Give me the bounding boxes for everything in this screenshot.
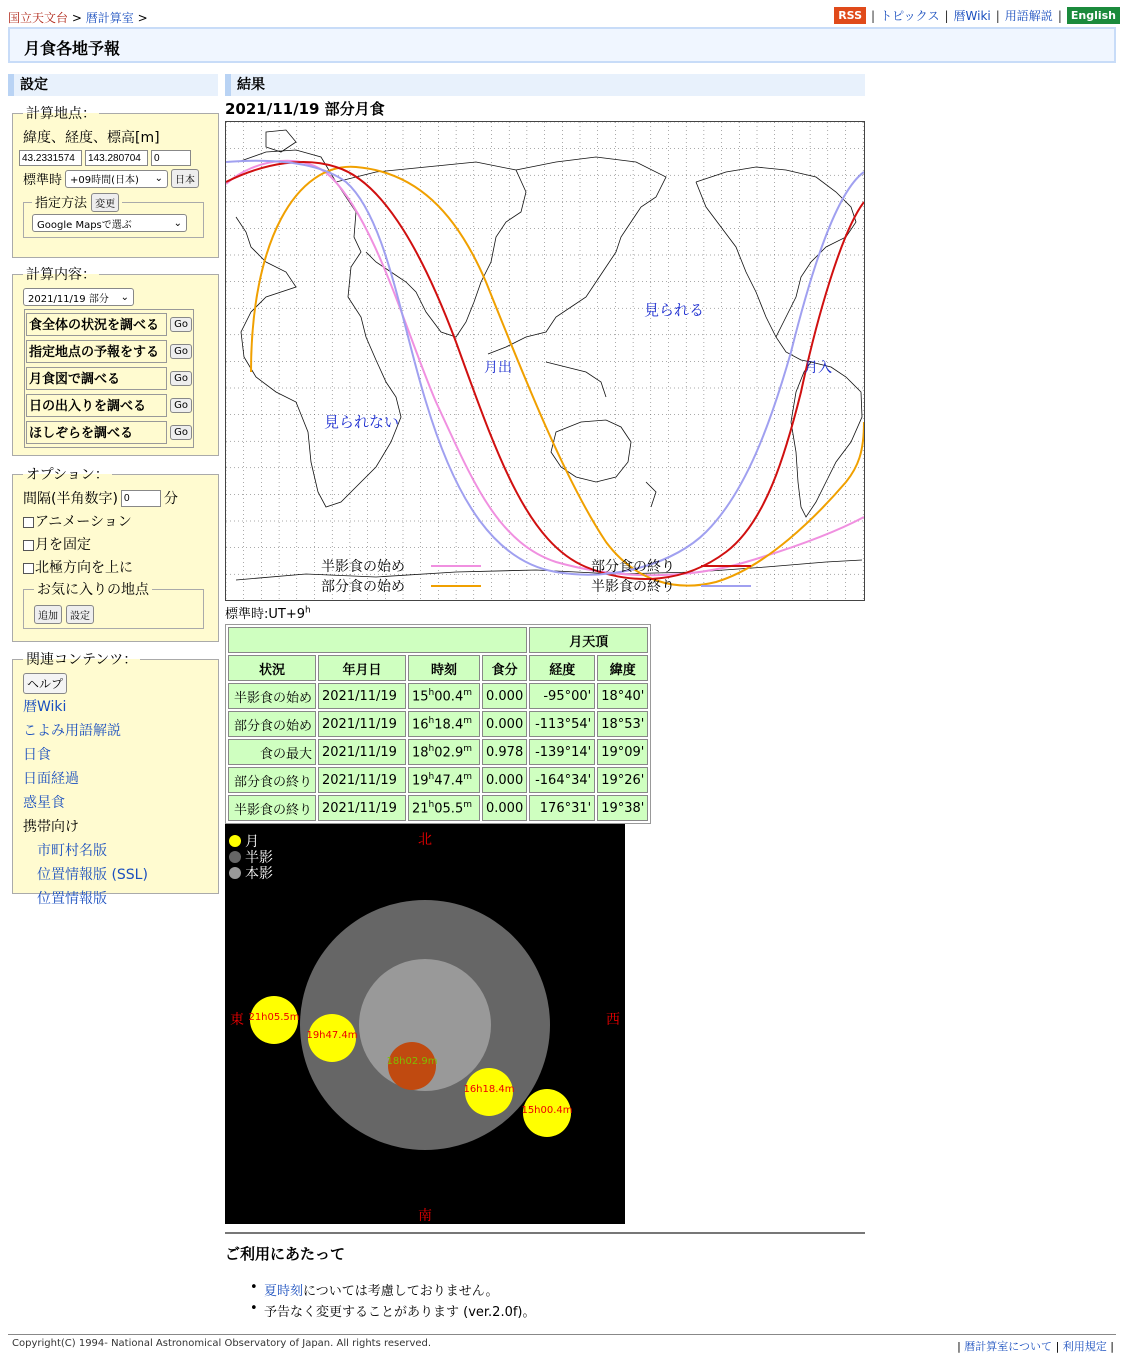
calc-item-label: 日の出入りを調べる	[26, 394, 167, 417]
timezone-note-text: 標準時:UT+9	[225, 607, 305, 622]
options-legend: オプション：	[26, 467, 109, 483]
separator: |	[1055, 1340, 1060, 1353]
glossary-link[interactable]: 用語解説	[1004, 9, 1053, 23]
legend-penumbra-dot	[229, 851, 241, 863]
map-grid	[226, 122, 864, 600]
direction-east: 東	[230, 1012, 244, 1028]
page-title: 月食各地予報	[24, 39, 121, 58]
copyright: Copyright(C) 1994- National Astronomical Observatory of Japan. All rights reserved.	[12, 1338, 432, 1349]
go-button[interactable]: Go	[170, 425, 192, 440]
cell-date: 2021/11/19	[318, 711, 406, 737]
calc-menu	[24, 309, 194, 448]
map-svg	[226, 122, 864, 600]
direction-west: 西	[606, 1012, 620, 1028]
table-row	[228, 767, 648, 793]
cell-longitude: -139°14'	[529, 739, 595, 765]
calc-panel	[12, 264, 219, 456]
fix-moon-checkbox[interactable]	[23, 540, 34, 551]
fix-moon-option[interactable]	[23, 534, 208, 554]
calc-menu-item[interactable]	[26, 311, 192, 338]
col-header-magnitude: 食分	[482, 655, 527, 681]
table-row	[228, 711, 648, 737]
set-favorite-button[interactable]: 設定	[66, 605, 94, 624]
english-button[interactable]: English	[1067, 7, 1120, 24]
favorites-legend: お気に入りの地点	[37, 582, 149, 598]
cell-longitude: -95°00'	[529, 683, 595, 709]
legend-partial-end: 部分食の終り	[591, 559, 675, 575]
breadcrumb-separator: >	[137, 11, 148, 25]
divider	[225, 1232, 865, 1234]
altitude-input[interactable]	[151, 150, 191, 166]
transit-link[interactable]: 日面経過	[23, 771, 79, 787]
cell-status: 半影食の終り	[228, 795, 316, 821]
separator: |	[1057, 8, 1062, 23]
footer-divider	[8, 1334, 1116, 1335]
cell-longitude: -113°54'	[529, 711, 595, 737]
related-panel	[12, 649, 219, 907]
related-legend: 関連コンテンツ：	[26, 652, 138, 668]
add-favorite-button[interactable]: 追加	[34, 605, 62, 624]
options-panel	[12, 464, 219, 642]
legend-umbra-dot	[229, 867, 241, 879]
separator: |	[957, 1340, 961, 1353]
method-select[interactable]	[32, 214, 187, 232]
cell-magnitude: 0.000	[482, 711, 527, 737]
cell-latitude: 19°09'	[597, 739, 648, 765]
world-coastlines	[236, 130, 862, 580]
moon-time-label: 18h02.9m	[386, 1056, 438, 1067]
col-header-status: 状況	[228, 655, 316, 681]
breadcrumb-separator: >	[71, 11, 82, 25]
cell-longitude: 176°31'	[529, 795, 595, 821]
result-title: 2021/11/19 部分月食	[225, 100, 385, 118]
title-bar	[8, 27, 1116, 63]
location-panel	[12, 103, 219, 258]
separator: |	[1110, 1340, 1114, 1353]
north-up-checkbox[interactable]	[23, 563, 34, 574]
fix-moon-label: 月を固定	[35, 537, 91, 553]
cell-time: 18$^h$02.9$^m$	[408, 739, 480, 765]
list-item	[250, 1280, 536, 1301]
calc-item-label: 食全体の状況を調べる	[26, 313, 167, 336]
legend-umbra: 本影	[245, 866, 273, 882]
col-header-longitude: 経度	[529, 655, 595, 681]
longitude-input[interactable]	[85, 150, 148, 166]
legend-partial-begin: 部分食の始め	[321, 579, 405, 595]
japan-button[interactable]: 日本	[171, 169, 199, 188]
visible-label: 見られる	[644, 301, 705, 319]
coords-label: 緯度、経度、標高[m]	[23, 130, 160, 146]
legend-moon-dot	[229, 835, 241, 847]
calc-item-label: ほしぞらを調べる	[26, 421, 167, 444]
not-visible-label: 見られない	[324, 413, 400, 431]
breadcrumb	[8, 9, 148, 26]
breadcrumb-home-link[interactable]: 国立天文台	[8, 11, 69, 25]
calc-menu-item[interactable]	[26, 392, 192, 419]
table-row	[228, 739, 648, 765]
geo-link[interactable]: 位置情報版	[37, 891, 107, 907]
cell-status: 食の最大	[228, 739, 316, 765]
help-button[interactable]: ヘルプ	[23, 673, 67, 694]
chevron-down-icon: ⌄	[120, 291, 129, 303]
penumbral-begin-curve	[226, 161, 864, 575]
go-button[interactable]: Go	[170, 317, 192, 332]
north-up-option[interactable]	[23, 557, 208, 577]
cell-latitude: 18°40'	[597, 683, 648, 709]
eclipse-diagram	[225, 824, 625, 1224]
notes-list	[250, 1280, 536, 1322]
partial-end-curve	[226, 162, 864, 579]
animation-checkbox[interactable]	[23, 517, 34, 528]
timezone-value: +09時間(日本)	[70, 175, 139, 186]
cell-magnitude: 0.000	[482, 795, 527, 821]
calc-item-label: 指定地点の予報をする	[26, 340, 167, 363]
cell-status: 部分食の始め	[228, 711, 316, 737]
about-link[interactable]: 暦計算室について	[964, 1340, 1053, 1353]
city-version-link[interactable]: 市町村名版	[37, 843, 107, 859]
direction-north: 北	[418, 832, 432, 848]
animation-option[interactable]	[23, 511, 208, 531]
notes-title: ご利用にあたって	[225, 1245, 346, 1263]
table-row	[228, 795, 648, 821]
penumbral-end-curve	[226, 161, 864, 575]
animation-label: アニメーション	[35, 514, 132, 530]
eclipse-visibility-map	[225, 121, 865, 601]
planet-occultation-link[interactable]: 惑星食	[23, 795, 65, 811]
terms-link[interactable]: 利用規定	[1062, 1340, 1107, 1353]
location-legend: 計算地点：	[26, 106, 96, 122]
eclipse-value: 2021/11/19 部分	[28, 293, 109, 305]
cell-latitude: 19°38'	[597, 795, 648, 821]
separator: |	[871, 8, 876, 23]
table-blank-header	[228, 627, 527, 653]
footer-links	[957, 1338, 1114, 1354]
eclipse-table	[225, 624, 651, 824]
calc-menu-item[interactable]	[26, 338, 192, 365]
cell-date: 2021/11/19	[318, 767, 406, 793]
moon-time-label: 19h47.4m	[306, 1030, 358, 1041]
timezone-note-sup: h	[305, 605, 311, 616]
col-header-latitude: 緯度	[597, 655, 648, 681]
calc-legend: 計算内容：	[26, 267, 96, 283]
cell-time: 21$^h$05.5$^m$	[408, 795, 480, 821]
dst-text: については考慮しておりません。	[303, 1284, 499, 1299]
interval-label: 間隔(半角数字)	[23, 491, 118, 507]
partial-begin-curve	[251, 167, 864, 586]
cell-date: 2021/11/19	[318, 739, 406, 765]
favorites-panel	[23, 579, 204, 629]
go-button[interactable]: Go	[170, 344, 192, 359]
chevron-down-icon: ⌄	[173, 217, 182, 229]
interval-unit: 分	[163, 491, 178, 507]
interval-input[interactable]	[121, 490, 161, 507]
legend-penumbra: 半影	[245, 850, 273, 866]
top-links	[834, 7, 1120, 24]
sidebar-header: 設定	[8, 74, 218, 96]
method-value: Google Mapsで選ぶ	[37, 219, 132, 231]
cell-status: 部分食の終り	[228, 767, 316, 793]
notice-text: 予告なく変更することがあります (ver.2.0f)。	[264, 1305, 536, 1320]
direction-south: 南	[418, 1208, 432, 1224]
go-button[interactable]: Go	[170, 371, 192, 386]
calc-menu-item[interactable]	[26, 365, 192, 392]
separator: |	[995, 8, 1000, 23]
eclipse-diagram-svg	[225, 824, 625, 1224]
related-wiki-link[interactable]: 暦Wiki	[23, 699, 67, 715]
method-panel	[23, 192, 204, 238]
col-header-date: 年月日	[318, 655, 406, 681]
moon-time-label: 15h00.4m	[521, 1105, 573, 1116]
cell-time: 19$^h$47.4$^m$	[408, 767, 480, 793]
separator: |	[944, 8, 949, 23]
table-row	[228, 683, 648, 709]
solar-eclipse-link[interactable]: 日食	[23, 747, 51, 763]
cell-latitude: 19°26'	[597, 767, 648, 793]
cell-date: 2021/11/19	[318, 683, 406, 709]
legend-moon: 月	[245, 834, 259, 850]
related-glossary-link[interactable]: こよみ用語解説	[23, 723, 121, 739]
legend-penumbral-begin: 半影食の始め	[321, 559, 405, 575]
geo-ssl-link[interactable]: 位置情報版 (SSL)	[37, 867, 148, 883]
col-header-time: 時刻	[408, 655, 480, 681]
moonset-label: 月入	[804, 360, 832, 376]
change-method-button[interactable]: 変更	[91, 193, 119, 212]
topics-link[interactable]: トピックス	[880, 9, 940, 23]
cell-magnitude: 0.000	[482, 683, 527, 709]
rss-button[interactable]: RSS	[834, 7, 866, 24]
timezone-note	[225, 603, 311, 622]
moon-time-label: 16h18.4m	[463, 1084, 515, 1095]
eclipse-select[interactable]	[23, 288, 134, 306]
cell-magnitude: 0.000	[482, 767, 527, 793]
timezone-label: 標準時	[23, 173, 63, 188]
breadcrumb-section-link[interactable]: 暦計算室	[85, 11, 134, 25]
list-item	[250, 1301, 536, 1322]
zenith-group-header: 月天頂	[529, 627, 648, 653]
mobile-label: 携帯向け	[23, 819, 79, 835]
latitude-input[interactable]	[19, 150, 82, 166]
moon-time-label: 21h05.5m	[248, 1012, 300, 1023]
method-legend: 指定方法	[35, 196, 88, 211]
result-header: 結果	[225, 74, 865, 96]
legend-penumbral-end: 半影食の終り	[591, 579, 675, 595]
calc-menu-item[interactable]	[26, 419, 192, 446]
cell-magnitude: 0.978	[482, 739, 527, 765]
go-button[interactable]: Go	[170, 398, 192, 413]
cell-status: 半影食の始め	[228, 683, 316, 709]
cell-date: 2021/11/19	[318, 795, 406, 821]
cell-longitude: -164°34'	[529, 767, 595, 793]
cell-time: 15$^h$00.4$^m$	[408, 683, 480, 709]
wiki-link[interactable]: 暦Wiki	[953, 9, 991, 23]
cell-latitude: 18°53'	[597, 711, 648, 737]
north-up-label: 北極方向を上に	[35, 560, 133, 576]
moonrise-label: 月出	[484, 360, 512, 376]
dst-link[interactable]: 夏時刻	[264, 1284, 304, 1299]
chevron-down-icon: ⌄	[154, 173, 164, 184]
timezone-select[interactable]	[65, 170, 168, 188]
cell-time: 16$^h$18.4$^m$	[408, 711, 480, 737]
calc-item-label: 月食図で調べる	[26, 367, 167, 390]
